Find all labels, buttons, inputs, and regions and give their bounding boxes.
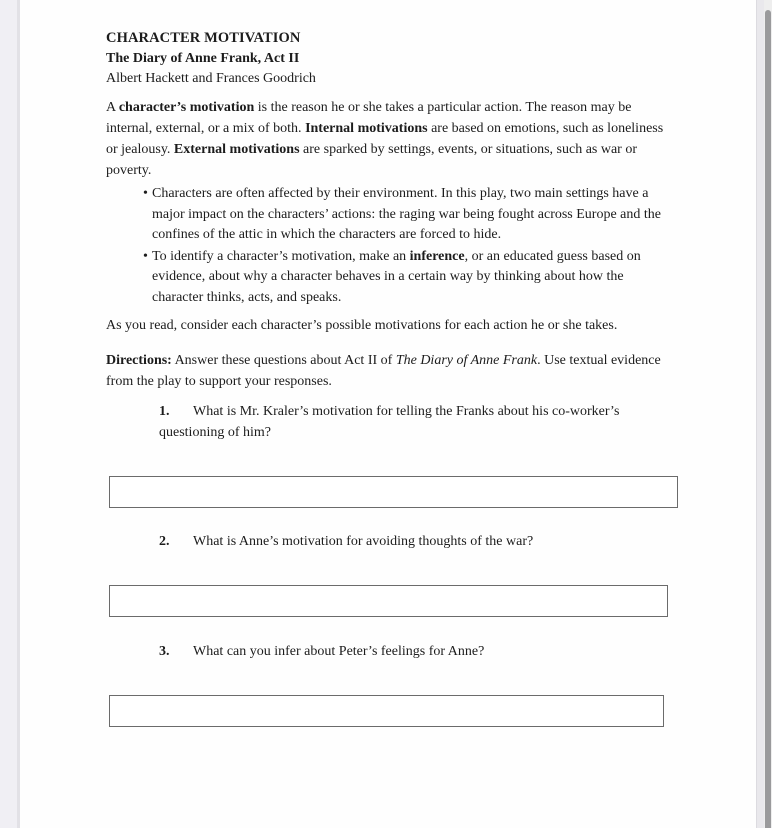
answer-field-3[interactable] [109,695,664,727]
term-external-motivations: External motivations [173,142,300,157]
intro-text: are based on emotions, such as loneliness or jealousy. [106,121,664,157]
directions-label: Directions: [106,353,172,368]
question-text: What is Mr. Kraler’s motivation for telling the Franks about his co-worker’s questioning of him? [159,404,620,440]
question-3 [159,641,649,662]
bullet-text: , or an educated guess based on evidence, about why a character behaves in a certain way by thinking about how the character thinks, acts, and speaks. [152,248,641,305]
bullet-list [143,184,673,309]
bullet-icon: • [143,248,148,264]
question-number: 3. [159,644,170,659]
bullet-text: Characters are often affected by their environment. In this play, two main settings have a major impact on the characters’ actions: the raging war being fought across Europe and the confines of the attic in which the characters are forced to hide. [152,186,661,242]
answer-field-2[interactable] [109,585,668,617]
worksheet-subtitle: The Diary of Anne Frank, Act II [106,51,300,66]
question-number: 1. [159,404,170,419]
bullet-text: To identify a character’s motivation, make an [152,248,410,264]
question-2 [159,531,649,552]
intro-text: are sparked by settings, events, or situations, such as war or poverty. [106,142,638,178]
question-text: What can you infer about Peter’s feelings for Anne? [193,644,485,659]
viewer-right-margin [756,0,764,828]
term-inference: inference [409,248,465,264]
directions-text: Answer these questions about Act II of [171,353,396,368]
vertical-scrollbar-thumb[interactable] [765,10,771,828]
reading-note: As you read, consider each character’s possible motivations for each action he or she takes. [106,318,618,333]
question-number: 2. [159,534,170,549]
worksheet-title: CHARACTER MOTIVATION [106,30,301,46]
bullet-icon: • [143,186,148,201]
directions-paragraph [106,350,676,392]
bullet-item-environment [143,184,673,246]
directions-text: . Use textual evidence from the play to support your responses. [106,353,661,389]
play-title: The Diary of Anne Frank [395,353,538,368]
term-character-motivation: character’s motivation [118,100,255,115]
intro-text: is the reason he or she takes a particular action. The reason may be internal, external, or a mix of both. [106,100,632,136]
intro-paragraph [106,97,676,181]
answer-field-1[interactable] [109,476,678,508]
question-text: What is Anne’s motivation for avoiding thoughts of the war? [193,534,534,549]
viewer-left-margin [0,0,20,828]
bullet-item-inference [143,247,673,309]
intro-text: A [106,100,119,115]
term-internal-motivations: Internal motivations [305,121,428,136]
worksheet-authors: Albert Hackett and Frances Goodrich [106,71,316,86]
question-1 [159,401,649,443]
